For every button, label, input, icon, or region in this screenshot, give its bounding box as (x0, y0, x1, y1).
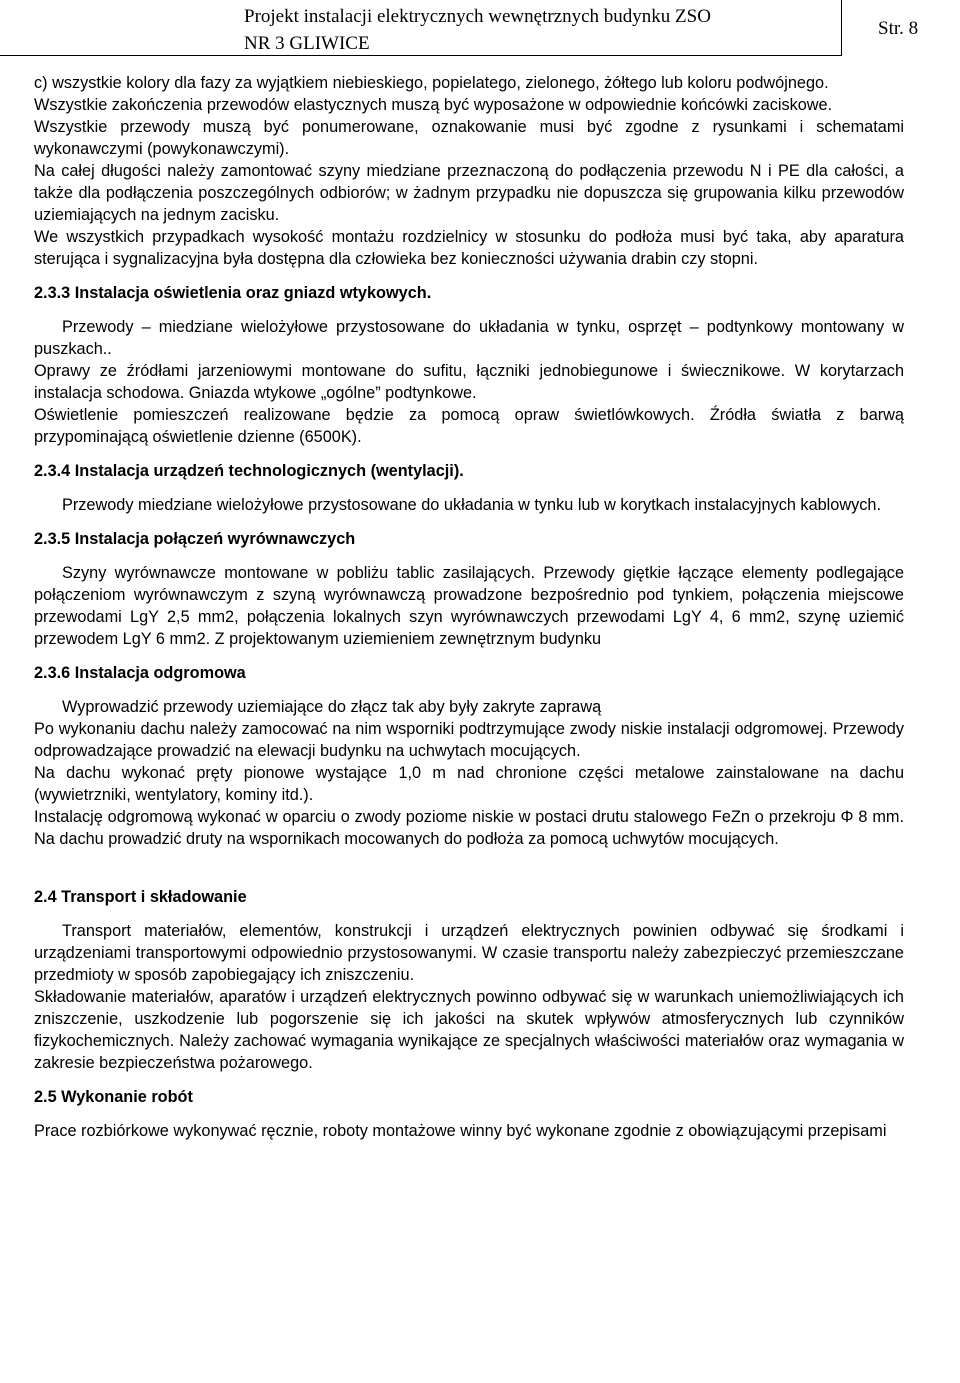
section-2-3-3-paragraph: Oświetlenie pomieszczeń realizowane będzie za pomocą opraw świetlówkowych. Źródła światła z barwą przypominającą oświetlenie dzienne (6500K). (34, 406, 904, 446)
intro-paragraph-mounting-height: We wszystkich przypadkach wysokość montażu rozdzielnicy w stosunku do podłoża musi być taka, aby aparatura sterująca i sygnalizacyjna była dostępna dla człowieka bez konieczności używania drabin czy stopni. (34, 228, 904, 268)
page-number: Str. 8 (878, 18, 919, 39)
header-title-line2: NR 3 GLIWICE (244, 33, 370, 54)
section-2-4-paragraph: Transport materiałów, elementów, konstrukcji i urządzeń elektrycznych powinien odbywać się środkami i urządzeniami transportowymi odpowiednio przystosowanymi. W czasie transportu należy zabezpieczyć przemieszczane przedmioty w sposób zapobiegający ich zniszczeniu. (34, 922, 904, 984)
header-title-line1: Projekt instalacji elektrycznych wewnętrznych budynku ZSO (244, 6, 711, 27)
heading-2-4: 2.4 Transport i składowanie (34, 888, 247, 906)
intro-paragraph-numbering: Wszystkie przewody muszą być ponumerowane, oznakowanie musi być zgodne z rysunkami i schematami wykonawczymi (powykonawczymi). (34, 118, 904, 158)
section-2-3-3-paragraph: Przewody – miedziane wielożyłowe przystosowane do układania w tynku, osprzęt – podtynkowy montowany w puszkach.. (34, 318, 904, 358)
document-body (34, 72, 904, 1142)
section-2-3-6-paragraph: Instalację odgromową wykonać w oparciu o zwody poziome niskie w postaci drutu stalowego FeZn o przekroju Φ 8 mm. Na dachu prowadzić druty na wspornikach mocowanych do podłoża za pomocą uchwytów mocujących. (34, 808, 904, 848)
section-2-5-paragraph: Prace rozbiórkowe wykonywać ręcznie, roboty montażowe winny być wykonane zgodnie z obowiązującymi przepisami (34, 1122, 887, 1140)
heading-2-3-5: 2.3.5 Instalacja połączeń wyrównawczych (34, 530, 356, 548)
section-2-3-3-paragraph: Oprawy ze źródłami jarzeniowymi montowane do sufitu, łączniki jednobiegunowe i świecznikowe. W korytarzach instalacja schodowa. Gniazda wtykowe „ogólne” podtynkowe. (34, 362, 904, 402)
section-2-3-6-paragraph: Wyprowadzić przewody uziemiające do złącz tak aby były zakryte zaprawą (62, 698, 602, 716)
heading-2-5: 2.5 Wykonanie robót (34, 1088, 193, 1106)
header-title-box (0, 0, 842, 56)
section-2-3-6-paragraph: Po wykonaniu dachu należy zamocować na nim wsporniki podtrzymujące zwody niskie instalacji odgromowej. Przewody odprowadzające prowadzić na elewacji budynku na uchwytach mocujących. (34, 720, 904, 760)
heading-2-3-3: 2.3.3 Instalacja oświetlenia oraz gniazd wtykowych. (34, 284, 432, 302)
section-2-3-4-paragraph: Przewody miedziane wielożyłowe przystosowane do układania w tynku lub w korytkach instalacyjnych kablowych. (62, 496, 881, 514)
intro-paragraph-terminals: Wszystkie zakończenia przewodów elastycznych muszą być wyposażone w odpowiednie końcówki zaciskowe. (34, 96, 833, 114)
page-header (0, 0, 960, 56)
intro-paragraph-colors: c) wszystkie kolory dla fazy za wyjątkiem niebieskiego, popielatego, zielonego, żółtego lub koloru podwójnego. (34, 74, 829, 92)
section-2-3-5-paragraph: Szyny wyrównawcze montowane w pobliżu tablic zasilających. Przewody giętkie łączące elementy podlegające połączeniom wyrównawczym z szyną wyrównawczą prowadzone bezpośrednio pod tynkiem, połączenia miejscowe przewodami LgY 2,5 mm2, połączenia lokalnych szyn wyrównawczych przewodami LgY 4, 6 mm2, szynę uziemić przewodem LgY 6 mm2. Z projektowanym uziemieniem zewnętrznym budynku (34, 564, 904, 648)
heading-2-3-6: 2.3.6 Instalacja odgromowa (34, 664, 246, 682)
section-2-3-6-paragraph: Na dachu wykonać pręty pionowe wystające 1,0 m nad chronione części metalowe zainstalowane na dachu (wywietrzniki, wentylatory, kominy itd.). (34, 764, 904, 804)
heading-2-3-4: 2.3.4 Instalacja urządzeń technologicznych (wentylacji). (34, 462, 464, 480)
intro-paragraph-busbars: Na całej długości należy zamontować szyny miedziane przeznaczoną do podłączenia przewodu N i PE dla całości, a także dla podłączenia poszczególnych odbiorów; w żadnym przypadku nie dopuszcza się grupowania kilku przewodów uziemiających na jednym zacisku. (34, 162, 904, 224)
section-2-4-paragraph: Składowanie materiałów, aparatów i urządzeń elektrycznych powinno odbywać się w warunkach uniemożliwiających ich zniszczenie, uszkodzenie lub pogorszenie się ich jakości na skutek wpływów atmosferycznych lub czynników fizykochemicznych. Należy zachować wymagania wynikające ze specjalnych właściwości materiałów oraz wymagania w zakresie bezpieczeństwa pożarowego. (34, 988, 904, 1072)
